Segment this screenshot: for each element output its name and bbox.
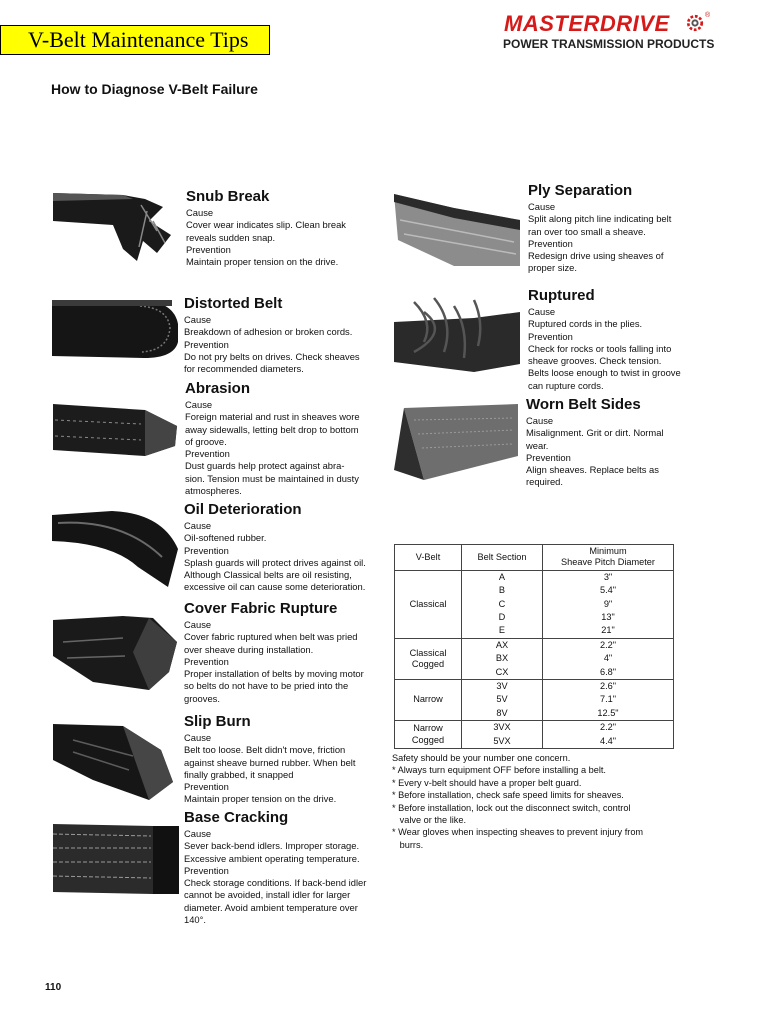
section-line: Prevention — [528, 330, 573, 342]
section-cell: 3V — [462, 680, 543, 694]
classical-cogged-group — [395, 638, 674, 679]
section-line: sion. Tension must be maintained in dusty — [185, 472, 359, 484]
section-line: required. — [526, 476, 564, 488]
vbelt-type-line: Narrow — [413, 723, 443, 734]
table-header-row — [395, 545, 674, 571]
section-line: Breakdown of adhesion or broken cords. — [184, 326, 353, 338]
section-line: atmospheres. — [185, 485, 242, 497]
ply-separation-photo — [394, 190, 524, 270]
section-line: Prevention — [184, 781, 229, 793]
section-line: Prevention — [526, 451, 571, 463]
base-cracking-section — [184, 809, 366, 926]
snub-break-section — [186, 188, 346, 268]
section-line: Although Classical belts are oil resisting, — [184, 569, 352, 581]
section-line: sheave grooves. Check tension. — [528, 355, 662, 367]
section-title: Base Cracking — [184, 809, 289, 826]
section-line: Prevention — [184, 864, 229, 876]
safety-line: * Wear gloves when inspecting sheaves to prevent injury from — [392, 827, 644, 838]
section-cell: A — [462, 570, 543, 584]
section-title: Ruptured — [528, 287, 595, 304]
distorted-belt-section — [184, 295, 360, 375]
vbelt-type-cell: Classical — [395, 570, 462, 638]
section-line: ran over too small a sheave. — [528, 225, 646, 237]
section-line: Maintain proper tension on the drive. — [184, 793, 337, 805]
section-line: Check for rocks or tools falling into — [528, 342, 672, 354]
safety-notes — [392, 752, 692, 851]
vbelt-type-line: Classical — [409, 647, 447, 658]
section-cell: C — [462, 598, 543, 611]
distorted-belt-photo — [52, 298, 182, 360]
section-line: Prevention — [186, 243, 231, 255]
section-line: away sidewalls, letting belt drop to bottom — [185, 423, 359, 435]
section-line: Cause — [184, 619, 212, 630]
section-line: Excessive ambient operating temperature. — [184, 852, 360, 864]
section-line: diameter. Avoid ambient temperature over — [184, 901, 358, 913]
section-line: Maintain proper tension on the drive. — [186, 256, 339, 268]
oil-deterioration-photo — [52, 509, 184, 591]
section-line: Split along pitch line indicating belt — [528, 213, 672, 225]
section-title: Cover Fabric Rupture — [184, 600, 338, 617]
section-line: Cause — [528, 306, 556, 317]
safety-line: * Every v-belt should have a proper belt guard. — [392, 777, 582, 788]
safety-line: * Before installation, lock out the disconnect switch, control — [392, 802, 631, 813]
table-row — [395, 570, 674, 584]
section-line: of groove. — [185, 435, 227, 447]
section-line: Dust guards help protect against abra- — [185, 460, 345, 472]
section-title: Ply Separation — [528, 182, 633, 199]
section-line: Sever back-bend idlers. Improper storage. — [184, 840, 360, 852]
section-title: Abrasion — [185, 380, 251, 397]
section-line: Misalignment. Grit or dirt. Normal — [526, 427, 664, 439]
safety-line: Safety should be your number one concern. — [392, 753, 571, 763]
col-header-diameter-line1: Minimum — [589, 546, 627, 556]
ruptured-section — [528, 287, 681, 392]
section-line: Cause — [184, 828, 212, 839]
safety-line: burrs. — [392, 839, 424, 850]
section-title: Snub Break — [186, 188, 270, 205]
section-cell: 5V — [462, 693, 543, 706]
safety-line: * Before installation, check safe speed limits for sheaves. — [392, 790, 624, 801]
section-title: Worn Belt Sides — [526, 396, 641, 413]
gear-logo-icon — [686, 14, 704, 32]
ruptured-photo — [394, 292, 524, 376]
vbelt-type-line: Cogged — [411, 658, 445, 669]
section-line: Cause — [184, 732, 212, 743]
section-cell: 5VX — [462, 735, 543, 749]
diameter-cell: 2.2" — [543, 638, 674, 652]
brand-logo-subtitle: POWER TRANSMISSION PRODUCTS — [503, 37, 715, 51]
section-line: so belts do not have to be pried into the — [184, 680, 349, 692]
section-line: Cause — [185, 399, 213, 410]
diameter-cell: 3" — [543, 570, 674, 584]
section-line: against sheave burned rubber. When belt — [184, 756, 356, 768]
section-line: can rupture cords. — [528, 379, 604, 391]
section-cell: CX — [462, 666, 543, 680]
section-line: Cause — [186, 207, 214, 218]
diameter-cell: 2.6" — [543, 680, 674, 694]
diameter-cell: 4.4" — [543, 735, 674, 749]
page-title: V-Belt Maintenance Tips — [28, 27, 249, 52]
section-line: grooves. — [184, 692, 220, 704]
diameter-cell: 4" — [543, 652, 674, 665]
cover-fabric-rupture-photo — [53, 612, 181, 694]
worn-belt-sides-photo — [394, 400, 522, 482]
section-line: Cause — [184, 314, 212, 325]
ply-separation-section — [528, 182, 671, 275]
section-line: Do not pry belts on drives. Check sheaves — [184, 350, 360, 362]
section-line: Prevention — [185, 448, 230, 460]
section-line: Oil-softened rubber. — [184, 532, 267, 544]
section-line: for recommended diameters. — [184, 363, 304, 375]
section-line: Cause — [526, 415, 554, 426]
section-cell: D — [462, 611, 543, 624]
diameter-cell: 12.5" — [543, 707, 674, 721]
section-line: Belt too loose. Belt didn't move, friction — [184, 744, 346, 756]
brand-logo-text: MASTERDRIVE — [504, 11, 670, 36]
section-cell: 8V — [462, 707, 543, 721]
sheave-diameter-table — [394, 544, 674, 749]
table-row — [395, 680, 674, 694]
diameter-cell: 5.4" — [543, 584, 674, 597]
vbelt-type-cell — [395, 638, 462, 679]
section-cell: AX — [462, 638, 543, 652]
section-line: Foreign material and rust in sheaves wore — [185, 411, 360, 423]
section-cell: B — [462, 584, 543, 597]
section-cell: E — [462, 624, 543, 638]
section-line: Prevention — [184, 338, 229, 350]
section-line: reveals sudden snap. — [186, 231, 276, 243]
vbelt-type-cell: Narrow — [395, 680, 462, 721]
col-header-diameter-line2: Sheave Pitch Diameter — [561, 557, 655, 568]
section-line: finally grabbed, it snapped — [184, 768, 294, 780]
section-line: Redesign drive using sheaves of — [528, 250, 664, 262]
section-line: Cause — [184, 520, 212, 531]
classical-group — [395, 570, 674, 638]
col-header-section: Belt Section — [462, 545, 543, 571]
oil-deterioration-section — [184, 501, 366, 594]
section-title: Oil Deterioration — [184, 501, 302, 518]
section-line: Cover fabric ruptured when belt was pried — [184, 631, 358, 643]
section-subtitle: How to Diagnose V-Belt Failure — [51, 81, 258, 97]
diameter-cell: 2.2" — [543, 721, 674, 735]
slip-burn-section — [184, 713, 355, 806]
table-row — [395, 721, 674, 735]
narrow-group — [395, 680, 674, 721]
vbelt-type-cell — [395, 721, 462, 749]
section-line: Belts loose enough to twist in groove — [528, 367, 681, 379]
section-line: Prevention — [184, 544, 229, 556]
cover-fabric-rupture-section — [184, 600, 364, 705]
section-line: proper size. — [528, 262, 577, 274]
section-line: over sheave during installation. — [184, 643, 314, 655]
section-cell: 3VX — [462, 721, 543, 735]
abrasion-section — [185, 380, 360, 497]
section-line: Splash guards will protect drives against oil. — [184, 556, 366, 568]
diameter-cell: 6.8" — [543, 666, 674, 680]
col-header-diameter — [543, 545, 674, 571]
section-line: Prevention — [184, 655, 229, 667]
diameter-cell: 13" — [543, 611, 674, 624]
diameter-cell: 7.1" — [543, 693, 674, 706]
registered-mark: ® — [705, 12, 711, 19]
narrow-cogged-group — [395, 721, 674, 749]
section-line: Cause — [528, 201, 556, 212]
base-cracking-photo — [53, 822, 181, 896]
section-line: Cover wear indicates slip. Clean break — [186, 219, 346, 231]
section-line: Prevention — [528, 237, 573, 249]
section-line: Align sheaves. Replace belts as — [526, 464, 659, 476]
snub-break-photo — [53, 191, 181, 273]
section-line: Proper installation of belts by moving motor — [184, 668, 364, 680]
table-row — [395, 638, 674, 652]
vbelt-type-line: Cogged — [411, 734, 445, 745]
section-line: 140°. — [184, 914, 206, 926]
col-header-vbelt: V-Belt — [395, 545, 462, 571]
section-title: Distorted Belt — [184, 295, 283, 312]
section-cell: BX — [462, 652, 543, 665]
section-line: excessive oil can cause some deterioration. — [184, 581, 366, 593]
diameter-cell: 9" — [543, 598, 674, 611]
section-title: Slip Burn — [184, 713, 251, 730]
page-number: 110 — [45, 982, 62, 993]
worn-belt-sides-section — [526, 396, 664, 489]
title-banner — [0, 25, 270, 55]
section-line: Ruptured cords in the plies. — [528, 318, 643, 330]
abrasion-photo — [53, 400, 181, 460]
section-line: cannot be avoided, install idler for larger — [184, 889, 351, 901]
safety-line: * Always turn equipment OFF before installing a belt. — [392, 765, 606, 776]
section-line: Check storage conditions. If back-bend idler — [184, 877, 367, 889]
section-line: wear. — [526, 439, 549, 451]
slip-burn-photo — [53, 720, 181, 804]
diameter-cell: 21" — [543, 624, 674, 638]
safety-line: valve or the like. — [392, 815, 467, 826]
